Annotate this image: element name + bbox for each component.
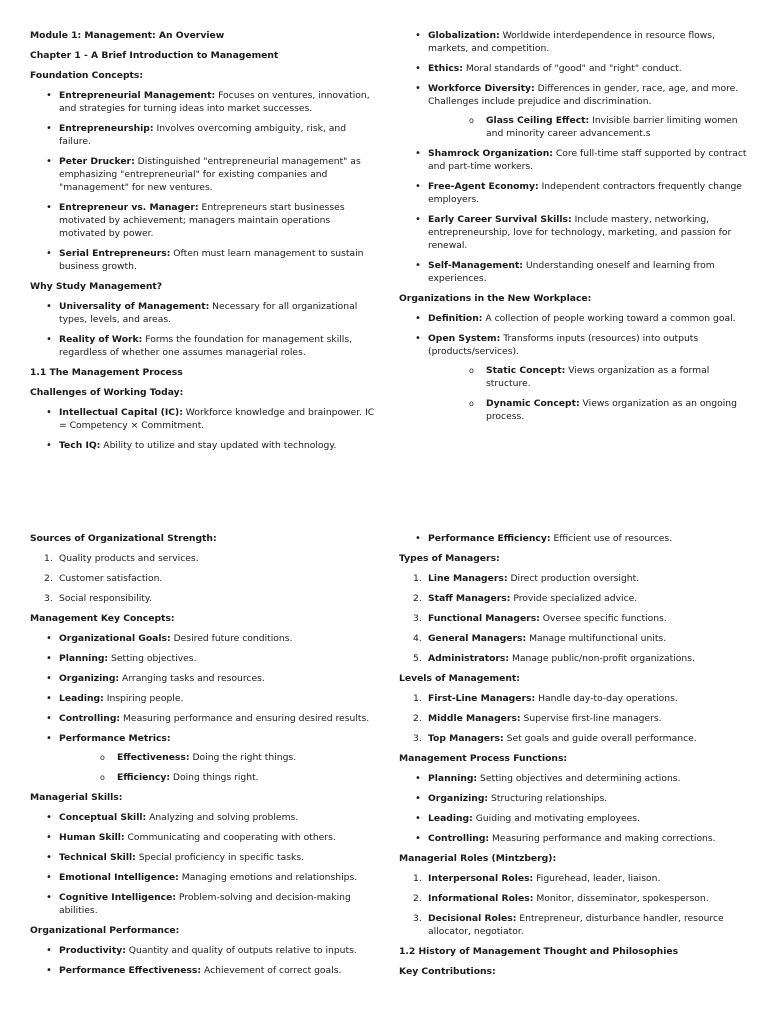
list-item	[30, 652, 378, 665]
list-item	[30, 201, 378, 240]
page2-right-column	[399, 532, 747, 985]
description: Doing things right.	[170, 772, 259, 783]
term: Self-Management:	[428, 260, 523, 271]
description: Arranging tasks and resources.	[119, 673, 265, 684]
section-heading-organizations: Organizations in the New Workplace:	[399, 293, 592, 304]
list-item	[399, 180, 747, 206]
sub-list-item	[428, 114, 747, 140]
term: Workforce Diversity:	[428, 83, 535, 94]
list-item	[30, 552, 378, 565]
list-item	[30, 851, 378, 864]
list-item	[399, 892, 747, 905]
description: Analyzing and solving problems.	[146, 812, 299, 823]
term: Performance Metrics:	[59, 733, 171, 744]
sub-list	[428, 114, 747, 140]
description: Differences in gender, race, age, and more. Challenges include prejudice and discrimination.	[428, 83, 739, 107]
module-title: Module 1: Management: An Overview	[30, 30, 225, 41]
description: Entrepreneur, disturbance handler, resource allocator, negotiator.	[428, 913, 724, 937]
term: Controlling:	[428, 833, 490, 844]
list-number: 5.	[413, 653, 422, 664]
list-item	[30, 439, 378, 452]
term: Efficiency:	[117, 772, 170, 783]
term: Entrepreneurial Management:	[59, 90, 216, 101]
list-item	[30, 871, 378, 884]
term: Leading:	[428, 813, 473, 824]
term: Informational Roles:	[428, 893, 534, 904]
section-heading-foundation: Foundation Concepts:	[30, 70, 144, 81]
description: Views organization as an ongoing process.	[486, 398, 737, 422]
page1-right-column	[399, 29, 747, 430]
description: Understanding oneself and learning from experiences.	[428, 260, 715, 284]
list-number: 3.	[413, 913, 422, 924]
list-item	[399, 312, 747, 325]
list-item	[399, 912, 747, 938]
types-list	[399, 572, 747, 665]
skills-list	[30, 811, 378, 917]
description: Efficient use of resources.	[550, 533, 673, 544]
list-item	[30, 300, 378, 326]
description: Monitor, disseminator, spokesperson.	[533, 893, 709, 904]
key-concepts-list	[30, 632, 378, 784]
description: Distinguished "entrepreneurial management" as emphasizing "entrepreneurial" for existing companies and "management" for new ventures.	[59, 156, 361, 193]
list-item	[30, 333, 378, 359]
term: Functional Managers:	[428, 613, 540, 624]
description: Independent contractors frequently change employers.	[428, 181, 742, 205]
description: Involves overcoming ambiguity, risk, and failure.	[59, 123, 347, 147]
section-heading-types: Types of Managers:	[399, 553, 500, 564]
description: Handle day-to-day operations.	[535, 693, 678, 704]
description: A collection of people working toward a common goal.	[482, 313, 736, 324]
section-heading-key-contributions: Key Contributions:	[399, 966, 496, 977]
list-item	[399, 772, 747, 785]
term: Free-Agent Economy:	[428, 181, 539, 192]
list-item	[30, 944, 378, 957]
section-heading-challenges: Challenges of Working Today:	[30, 387, 184, 398]
term: Top Managers:	[428, 733, 504, 744]
section-heading-why: Why Study Management?	[30, 281, 163, 292]
description: Focuses on ventures, innovation, and strategies for turning ideas into market successes.	[59, 90, 370, 114]
list-item	[399, 712, 747, 725]
description: Problem-solving and decision-making abilities.	[59, 892, 351, 916]
list-item	[30, 247, 378, 273]
term: Performance Effectiveness:	[59, 965, 202, 976]
term: Organizing:	[428, 793, 489, 804]
section-heading-1-1: 1.1 The Management Process	[30, 367, 183, 378]
list-item	[399, 732, 747, 745]
functions-list	[399, 772, 747, 845]
list-item	[30, 632, 378, 645]
efficiency-list	[399, 532, 747, 545]
list-item	[399, 692, 747, 705]
page1-left-column	[30, 29, 378, 459]
list-item	[30, 831, 378, 844]
list-item	[399, 812, 747, 825]
term: First-Line Managers:	[428, 693, 536, 704]
list-item	[399, 29, 747, 55]
description: Necessary for all organizational types, levels, and areas.	[59, 301, 358, 325]
foundation-list	[30, 89, 378, 273]
section-heading-roles: Managerial Roles (Mintzberg):	[399, 853, 557, 864]
list-item	[30, 672, 378, 685]
description: Entrepreneurs start businesses motivated by achievement; managers maintain operations motivated by power.	[59, 202, 345, 239]
description: Desired future conditions.	[170, 633, 293, 644]
list-item	[399, 832, 747, 845]
description: Worldwide interdependence in resource flows, markets, and competition.	[428, 30, 715, 54]
workplace-list	[399, 29, 747, 285]
description: Manage public/non-profit organizations.	[509, 653, 695, 664]
term: Shamrock Organization:	[428, 148, 553, 159]
list-number: 1.	[413, 573, 422, 584]
section-heading-levels: Levels of Management:	[399, 673, 520, 684]
description: Ability to utilize and stay updated with technology.	[100, 440, 337, 451]
challenges-list	[30, 406, 378, 452]
description: Managing emotions and relationships.	[178, 872, 358, 883]
list-number: 2.	[413, 593, 422, 604]
term: Controlling:	[59, 713, 121, 724]
term: Staff Managers:	[428, 593, 511, 604]
term: Intellectual Capital (IC):	[59, 407, 183, 418]
roles-list	[399, 872, 747, 938]
description: Communicating and cooperating with others.	[124, 832, 336, 843]
term: Entrepreneurship:	[59, 123, 154, 134]
description: Quantity and quality of outputs relative to inputs.	[125, 945, 357, 956]
section-heading-skills: Managerial Skills:	[30, 792, 123, 803]
term: Dynamic Concept:	[486, 398, 580, 409]
list-number: 2.	[413, 713, 422, 724]
term: Universality of Management:	[59, 301, 210, 312]
sub-list-item	[59, 771, 378, 784]
description: Setting objectives.	[108, 653, 197, 664]
description: Oversee specific functions.	[539, 613, 667, 624]
list-item	[30, 89, 378, 115]
list-item	[30, 592, 378, 605]
description: Setting objectives and determining actions.	[477, 773, 681, 784]
section-heading-1-2: 1.2 History of Management Thought and Philosophies	[399, 946, 679, 957]
list-item	[30, 122, 378, 148]
description: Social responsibility.	[59, 593, 152, 604]
list-number: 3.	[413, 733, 422, 744]
list-item	[399, 332, 747, 423]
description: Measuring performance and making corrections.	[489, 833, 716, 844]
description: Workforce knowledge and brainpower. IC = Competency × Commitment.	[59, 407, 375, 431]
list-number: 1.	[413, 873, 422, 884]
description: Quality products and services.	[59, 553, 199, 564]
description: Measuring performance and ensuring desired results.	[120, 713, 370, 724]
term: Performance Efficiency:	[428, 533, 551, 544]
description: Provide specialized advice.	[510, 593, 638, 604]
term: Conceptual Skill:	[59, 812, 147, 823]
chapter-title: Chapter 1 - A Brief Introduction to Management	[30, 50, 279, 61]
description: Supervise first-line managers.	[520, 713, 662, 724]
description: Doing the right things.	[189, 752, 297, 763]
list-item	[399, 532, 747, 545]
sub-list-item	[428, 364, 747, 390]
term: Planning:	[428, 773, 478, 784]
description: Figurehead, leader, liaison.	[533, 873, 661, 884]
list-item	[30, 964, 378, 977]
term: Organizing:	[59, 673, 120, 684]
term: Human Skill:	[59, 832, 125, 843]
list-item	[399, 592, 747, 605]
description: Manage multifunctional units.	[526, 633, 667, 644]
term: Emotional Intelligence:	[59, 872, 179, 883]
term: Ethics:	[428, 63, 463, 74]
list-item	[30, 712, 378, 725]
description: Forms the foundation for management skills, regardless of whether one assumes managerial roles.	[59, 334, 353, 358]
list-number: 3.	[413, 613, 422, 624]
list-item	[30, 406, 378, 432]
term: Productivity:	[59, 945, 126, 956]
organizations-list	[399, 312, 747, 423]
term: Administrators:	[428, 653, 510, 664]
description: Transforms inputs (resources) into outputs (products/services).	[428, 333, 699, 357]
why-list	[30, 300, 378, 359]
section-heading-functions: Management Process Functions:	[399, 753, 568, 764]
list-item	[399, 259, 747, 285]
term: Globalization:	[428, 30, 500, 41]
term: Serial Entrepreneurs:	[59, 248, 171, 259]
description: Core full-time staff supported by contract and part-time workers.	[428, 148, 747, 172]
term: Peter Drucker:	[59, 156, 135, 167]
list-item	[399, 792, 747, 805]
list-item	[30, 572, 378, 585]
term: Effectiveness:	[117, 752, 190, 763]
description: Set goals and guide overall performance.	[503, 733, 697, 744]
sources-list	[30, 552, 378, 605]
term: Line Managers:	[428, 573, 508, 584]
sub-list-item	[59, 751, 378, 764]
description: Structuring relationships.	[488, 793, 608, 804]
list-item	[399, 612, 747, 625]
description: Often must learn management to sustain business growth.	[59, 248, 364, 272]
description: Guiding and motivating employees.	[472, 813, 640, 824]
term: Entrepreneur vs. Manager:	[59, 202, 199, 213]
levels-list	[399, 692, 747, 745]
list-item	[30, 891, 378, 917]
term: Tech IQ:	[59, 440, 101, 451]
description: Include mastery, networking, entrepreneurship, love for technology, marketing, and passion for renewal.	[428, 214, 732, 251]
term: Middle Managers:	[428, 713, 521, 724]
list-item	[399, 147, 747, 173]
term: Glass Ceiling Effect:	[486, 115, 590, 126]
term: Reality of Work:	[59, 334, 143, 345]
description: Special proficiency in specific tasks.	[135, 852, 305, 863]
list-item	[30, 692, 378, 705]
term: Organizational Goals:	[59, 633, 171, 644]
term: Planning:	[59, 653, 109, 664]
list-number: 2.	[44, 573, 53, 584]
list-number: 1.	[413, 693, 422, 704]
sub-list	[428, 364, 747, 423]
list-number: 4.	[413, 633, 422, 644]
list-item	[399, 872, 747, 885]
page2-left-column	[30, 532, 378, 984]
term: General Managers:	[428, 633, 527, 644]
list-number: 3.	[44, 593, 53, 604]
description: Moral standards of "good" and "right" conduct.	[462, 63, 682, 74]
list-item	[399, 213, 747, 252]
section-heading-sources: Sources of Organizational Strength:	[30, 533, 217, 544]
list-number: 2.	[413, 893, 422, 904]
list-item	[399, 62, 747, 75]
description: Direct production oversight.	[507, 573, 640, 584]
sub-list-item	[428, 397, 747, 423]
list-item	[30, 732, 378, 784]
list-number: 1.	[44, 553, 53, 564]
sub-list	[59, 751, 378, 784]
description: Inspiring people.	[103, 693, 184, 704]
list-item	[30, 155, 378, 194]
list-item	[399, 632, 747, 645]
term: Leading:	[59, 693, 104, 704]
list-item	[399, 82, 747, 140]
term: Definition:	[428, 313, 483, 324]
term: Open System:	[428, 333, 501, 344]
description: Views organization as a formal structure.	[486, 365, 710, 389]
term: Interpersonal Roles:	[428, 873, 534, 884]
performance-list	[30, 944, 378, 977]
description: Invisible barrier limiting women and minority career advancement.s	[486, 115, 738, 139]
term: Cognitive Intelligence:	[59, 892, 177, 903]
description: Achievement of correct goals.	[201, 965, 342, 976]
term: Early Career Survival Skills:	[428, 214, 572, 225]
section-heading-key-concepts: Management Key Concepts:	[30, 613, 175, 624]
list-item	[30, 811, 378, 824]
term: Decisional Roles:	[428, 913, 517, 924]
list-item	[399, 652, 747, 665]
section-heading-performance: Organizational Performance:	[30, 925, 180, 936]
list-item	[399, 572, 747, 585]
term: Static Concept:	[486, 365, 566, 376]
description: Customer satisfaction.	[59, 573, 163, 584]
term: Technical Skill:	[59, 852, 136, 863]
